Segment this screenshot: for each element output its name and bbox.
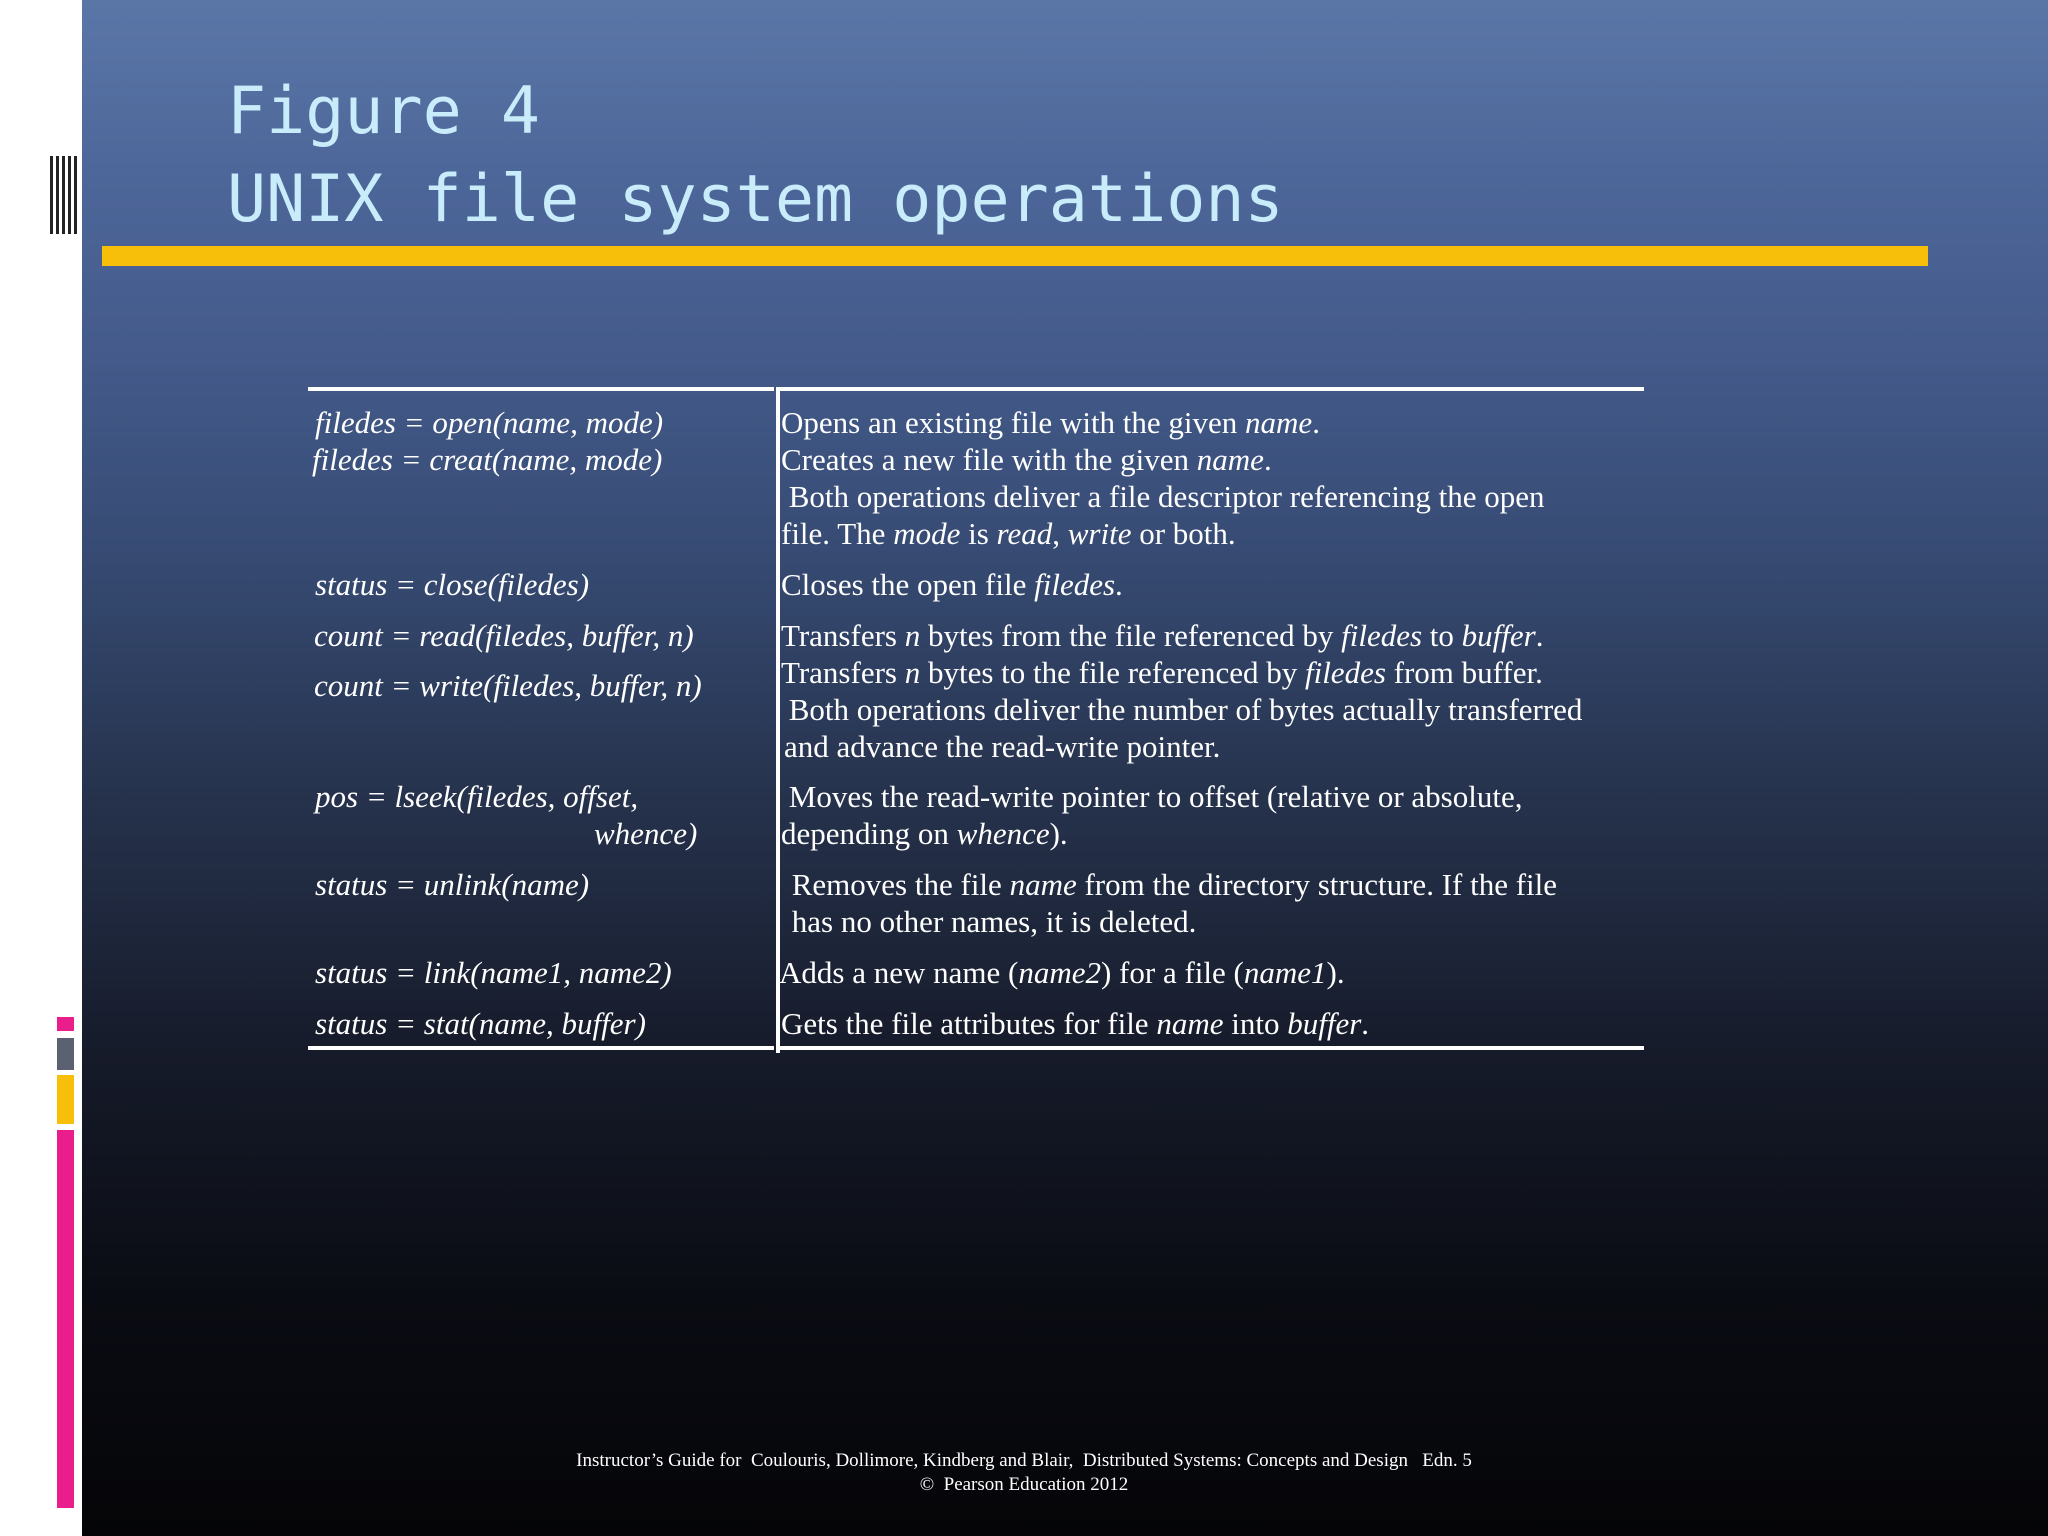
table-bottom-line-left xyxy=(308,1046,774,1050)
footer-line-2: © Pearson Education 2012 xyxy=(919,1474,1129,1495)
operation-description: has no other names, it is deleted. xyxy=(784,904,1197,939)
footer-line-1: Instructor’s Guide for Coulouris, Dollimore, Kindberg and Blair, Distributed Systems: Concepts and Design Edn. 5 xyxy=(576,1450,1472,1471)
slide-icon-lines xyxy=(50,156,80,234)
operation-description: Gets the file attributes for file name into buffer. xyxy=(781,1006,1370,1041)
operation-description: Removes the file name from the directory structure. If the file xyxy=(784,867,1558,902)
operation-description: Closes the open file filedes. xyxy=(781,567,1123,602)
slide-title xyxy=(227,68,1284,244)
operation-signature: status = link(name1, name2) xyxy=(315,955,672,990)
operation-description: Moves the read-write pointer to offset (relative or absolute, xyxy=(781,779,1523,814)
operation-signature: count = read(filedes, buffer, n) xyxy=(314,618,694,653)
table-bottom-line-right xyxy=(778,1046,1644,1050)
operation-description: Transfers n bytes from the file referenced by filedes to buffer. xyxy=(781,618,1544,653)
operation-signature: pos = lseek(filedes, offset, xyxy=(315,779,639,814)
table-top-line-left xyxy=(308,387,774,391)
operation-description: Both operations deliver a file descriptor referencing the open xyxy=(781,479,1545,514)
operation-signature: status = stat(name, buffer) xyxy=(315,1006,646,1041)
operation-signature: whence) xyxy=(594,816,698,851)
operation-description: Creates a new file with the given name. xyxy=(781,442,1272,477)
operation-signature: filedes = open(name, mode) xyxy=(315,405,664,440)
title-underline xyxy=(102,246,1928,266)
side-bar-gray xyxy=(57,1038,74,1070)
title-line-2: UNIX file system operations xyxy=(227,162,1284,237)
operation-signature: status = unlink(name) xyxy=(315,867,590,902)
operation-description: Adds a new name (name2) for a file (name1). xyxy=(779,955,1345,990)
operation-description: Opens an existing file with the given name. xyxy=(781,405,1320,440)
operation-description: file. The mode is read, write or both. xyxy=(781,516,1236,551)
operation-description: Both operations deliver the number of bytes actually transferred xyxy=(781,692,1583,727)
operation-description: Transfers n bytes to the file referenced by filedes from buffer. xyxy=(781,655,1543,690)
side-bar-gold xyxy=(57,1075,74,1124)
operation-signature: status = close(filedes) xyxy=(315,567,590,602)
operation-description: and advance the read-write pointer. xyxy=(784,729,1221,764)
operation-signature: count = write(filedes, buffer, n) xyxy=(314,668,702,703)
operation-signature: filedes = creat(name, mode) xyxy=(312,442,663,477)
title-line-1: Figure 4 xyxy=(227,74,541,149)
operation-description: depending on whence). xyxy=(781,816,1068,851)
table-top-line-right xyxy=(778,387,1644,391)
footer xyxy=(0,1449,2048,1497)
side-bar-pink-small xyxy=(57,1017,74,1031)
